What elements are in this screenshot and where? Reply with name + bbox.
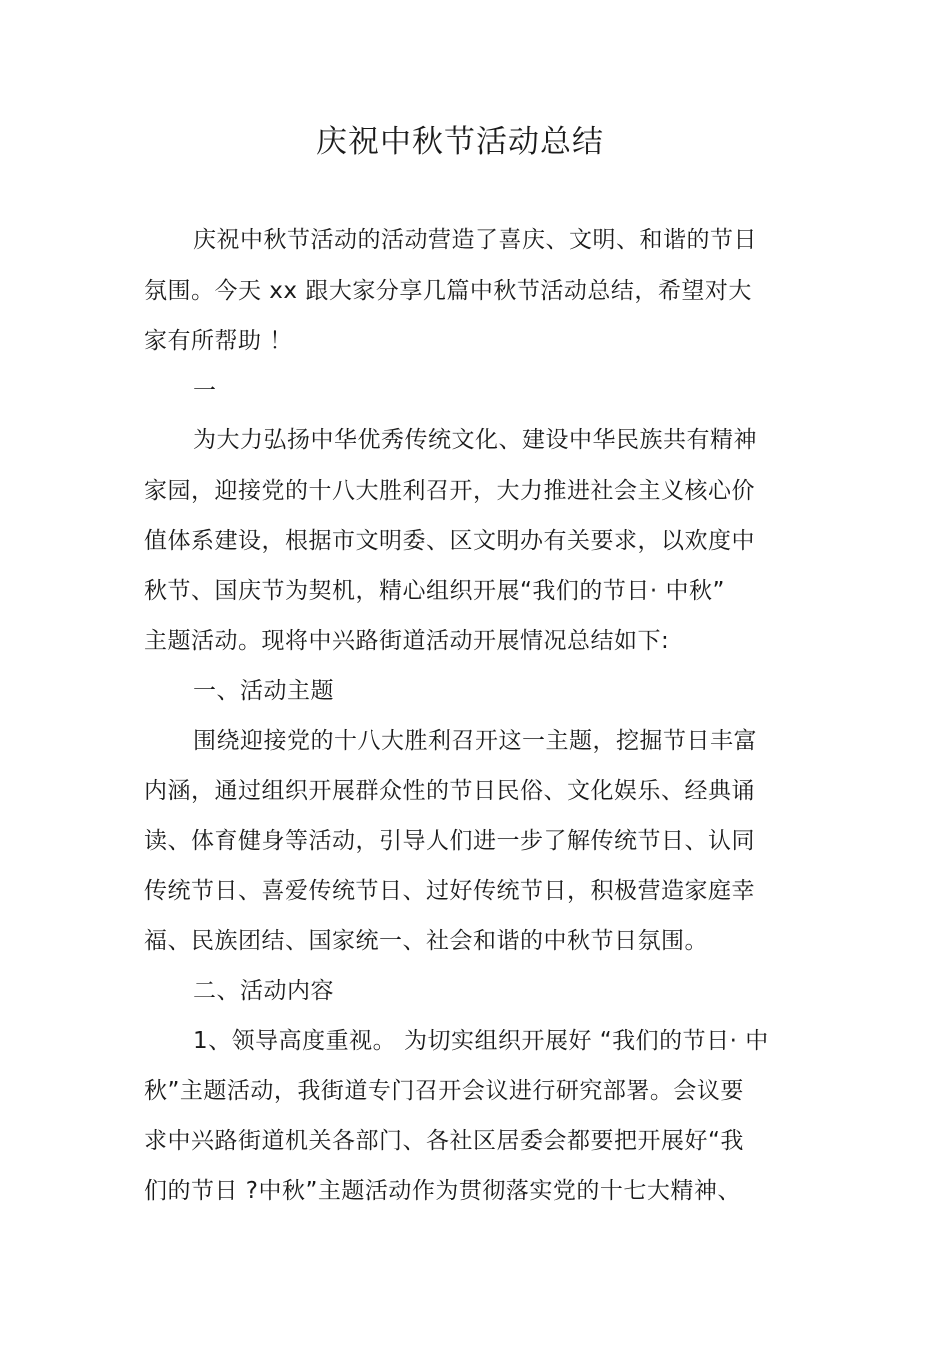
paragraph-line: 围绕迎接党的十八大胜利召开这一主题，挖掘节日丰富 (193, 728, 757, 754)
section-number: 一 (193, 378, 217, 404)
paragraph-line: 传统节日、喜爱传统节日、过好传统节日，积极营造家庭幸 (144, 878, 755, 904)
paragraph-line: 氛围。今天 xx 跟大家分享几篇中秋节活动总结，希望对大 (144, 278, 752, 304)
paragraph-line: 读、体育健身等活动，引导人们进一步了解传统节日、认同 (144, 828, 755, 854)
paragraph-line: 求中兴路街道机关各部门、各社区居委会都要把开展好“我 (144, 1128, 744, 1154)
paragraph-line: 为大力弘扬中华优秀传统文化、建设中华民族共有精神 (193, 427, 757, 453)
document-title: 庆祝中秋节活动总结 (316, 124, 604, 160)
paragraph-line: 主题活动。现将中兴路街道活动开展情况总结如下: (144, 628, 670, 654)
section-heading: 一、活动主题 (193, 678, 334, 704)
paragraph-line: 福、民族团结、国家统一、社会和谐的中秋节日氛围。 (144, 928, 708, 954)
paragraph-line: 庆祝中秋节活动的活动营造了喜庆、文明、和谐的节日 (193, 227, 757, 253)
paragraph-line: 们的节日 ?中秋”主题活动作为贯彻落实党的十七大精神、 (144, 1178, 741, 1204)
paragraph-line: 秋节、国庆节为契机，精心组织开展“我们的节日· 中秋” (144, 578, 725, 604)
section-heading: 二、活动内容 (193, 978, 334, 1004)
paragraph-line: 内涵，通过组织开展群众性的节日民俗、文化娱乐、经典诵 (144, 778, 755, 804)
paragraph-line: 1、领导高度重视。 为切实组织开展好 “我们的节日· 中 (193, 1028, 769, 1054)
paragraph-line: 家园，迎接党的十八大胜利召开，大力推进社会主义核心价 (144, 478, 755, 504)
paragraph-line: 值体系建设，根据市文明委、区文明办有关要求，以欢度中 (144, 528, 755, 554)
paragraph-line: 家有所帮助 ！ (144, 328, 293, 354)
paragraph-line: 秋”主题活动，我街道专门召开会议进行研究部署。会议要 (144, 1078, 744, 1104)
